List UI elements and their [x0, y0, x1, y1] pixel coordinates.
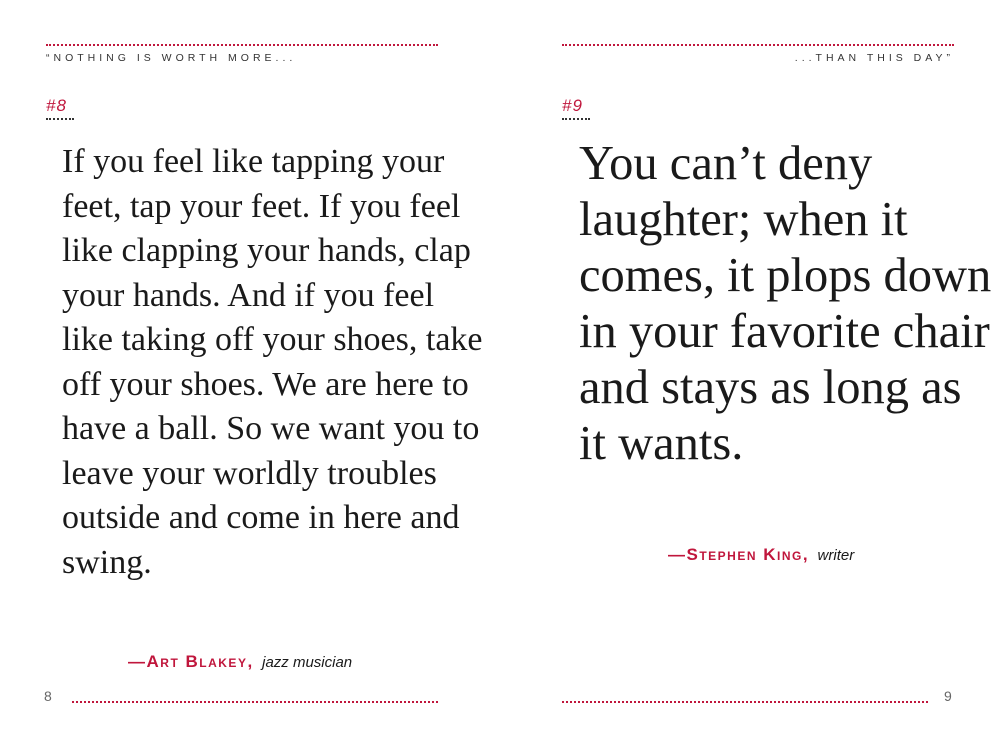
top-dotted-rule: [46, 44, 438, 46]
attribution-role: writer: [817, 547, 855, 564]
entry-number: #9: [562, 96, 583, 115]
running-head: ...THAN THIS DAY”: [794, 52, 954, 64]
attribution-role: jazz musician: [262, 654, 353, 671]
attribution: [128, 652, 352, 672]
entry-number-dots: [562, 118, 590, 120]
quote-text: If you feel like tapping your feet, tap your feet. If you feel like clapping your hands, clap your hands. And if you feel like taking off your shoes, take off your shoes. We are here to have a ball. So we want you to leave your worldly troubles outside and come in here and swing.: [62, 143, 483, 581]
running-head: “NOTHING IS WORTH MORE...: [46, 52, 297, 64]
quote-text: You can’t deny laughter; when it comes, it plops down in your favorite chair and stays as long as it wants.: [579, 137, 992, 470]
page-number: 9: [944, 688, 952, 704]
entry-number: #8: [46, 96, 67, 115]
bottom-dotted-rule: [72, 701, 438, 703]
page-number: 8: [44, 688, 52, 704]
attribution-name: —Stephen King,: [668, 545, 810, 564]
attribution-name: —Art Blakey,: [128, 652, 254, 671]
top-dotted-rule: [562, 44, 954, 46]
entry-number-dots: [46, 118, 74, 120]
attribution: [668, 545, 854, 565]
bottom-dotted-rule: [562, 701, 928, 703]
right-page: [500, 0, 1000, 750]
